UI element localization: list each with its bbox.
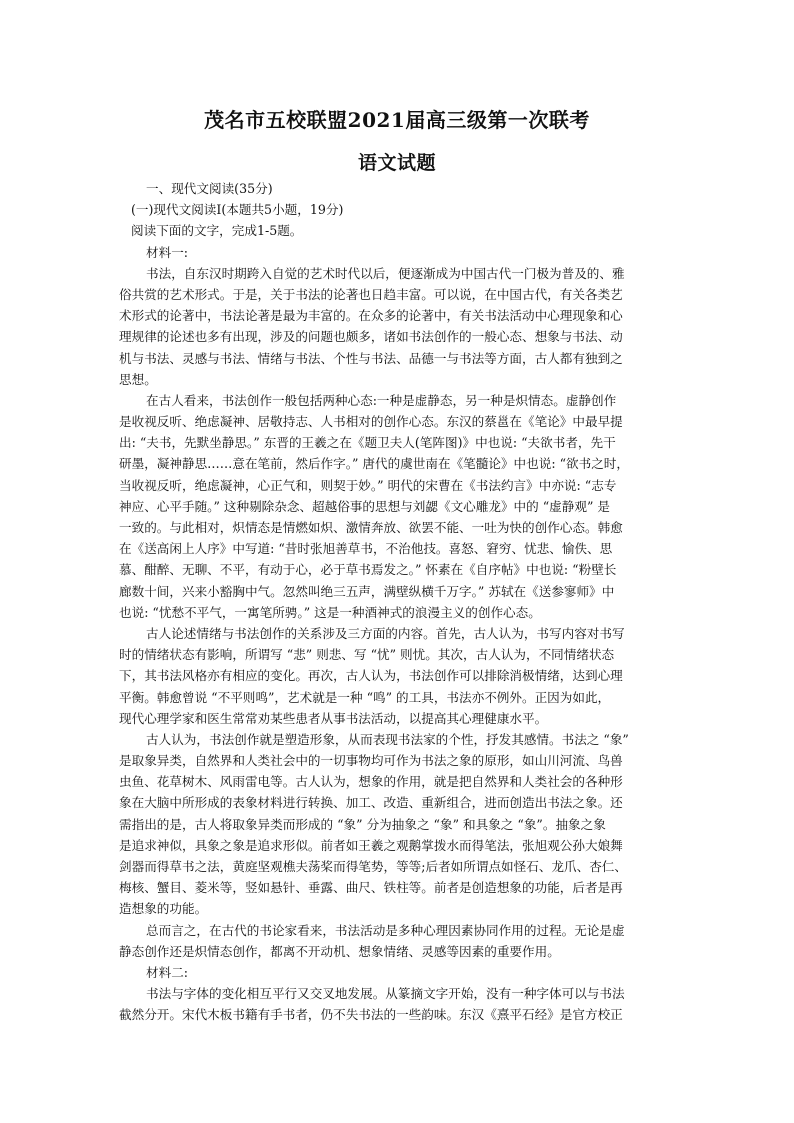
text-line: 书法，自东汉时期跨入自觉的艺术时代以后，便逐渐成为中国古代一门极为普及的、雅 — [146, 265, 625, 281]
text-line: 也说: “忧愁不平气，一寓笔所骋。” 这是一种酒神式的浪漫主义的创作心态。 — [119, 604, 541, 620]
text-line: 书法与字体的变化相互平行又交叉地发展。从篆摘文字开始，没有一种字体可以与书法 — [146, 986, 625, 1002]
text-line: 古人论述情绪与书法创作的关系涉及三方面的内容。首先，古人认为，书写内容对书写 — [146, 625, 625, 641]
text-line: 是追求神似，具象之象是追求形似。前者如王羲之观鹅掌拨水而得笔法，张旭观公孙大娘舞 — [119, 837, 623, 853]
text-line: 神应、心平手随。” 这种剔除杂念、超越俗事的思想与刘勰《文心雕龙》中的 “虚静观” 是 — [119, 498, 610, 514]
document-title: 茂名市五校联盟2021届高三级第一次联考 — [204, 108, 590, 132]
text-line: 象在大脑中所形成的表象材料进行转换、加工、改造、重新组合，进而创造出书法之象。还 — [119, 795, 623, 811]
text-line: 需指出的是，古人将取象异类而形成的 “象” 分为抽象之 “象” 和具象之 “象”。抽象之象 — [119, 816, 606, 832]
text-line: 时的情绪状态有影响，所谓写 “悲” 则悲、写 “忧” 则忧。其次，古人认为，不同情绪状态 — [119, 647, 615, 663]
text-line: 梅核、蟹目、菱米等，竖如悬针、垂露、曲尺、铁柱等。前者是创造想象的功能，后者是再 — [119, 880, 623, 896]
text-line: 俗共赏的艺术形式。于是，关于书法的论著也日趋丰富。可以说，在中国古代，有关各类艺 — [119, 286, 623, 302]
text-line: 一、现代文阅读(35分) — [146, 181, 273, 196]
text-line: 在《送高闲上人序》中写道: “昔时张旭善草书，不治他技。喜怒、窘穷、忧悲、愉佚、思 — [119, 541, 613, 557]
text-line: (一)现代文阅读Ⅰ(本题共5小题，19分) — [131, 202, 344, 218]
text-line: 当收视反听，绝虑凝神，心正气和，则契于妙。” 明代的宋曹在《书法约言》中亦说: “志专 — [119, 477, 617, 493]
text-line: 术形式的论著中，书法论著是最为丰富的。在众多的论著中，有关书法活动中心理现象和心 — [119, 308, 623, 324]
text-line: 廊数十间，兴来小豁胸中气。忽然叫绝三五声，满壁纵横千万字。” 苏轼在《送参寥师》中 — [119, 583, 615, 599]
text-line: 平衡。韩愈曾说 “不平则鸣”，艺术就是一种 “鸣” 的工具，书法亦不例外。正因为如此， — [119, 689, 611, 705]
text-line: 理规律的论述也多有出现，涉及的问题也颇多，诸如书法创作的一般心态、想象与书法、动 — [119, 329, 623, 345]
text-line: 材料一: — [146, 244, 189, 260]
text-line: 截然分开。宋代木板书籍有手书者，仍不失书法的一些韵味。东汉《熹平石经》是官方校正 — [119, 1007, 623, 1023]
text-line: 在古人看来，书法创作一般包括两种心态:一种是虚静态，另一种是炽情态。虚静创作 — [146, 392, 617, 408]
text-line: 机与书法、灵感与书法、情绪与书法、个性与书法、品德一与书法等方面，古人都有独到之 — [119, 350, 623, 366]
text-line: 研墨，凝神静思……意在笔前，然后作字。” 唐代的虞世南在《笔髓论》中也说: “欲书之时， — [119, 456, 629, 472]
document-body — [119, 178, 674, 1026]
text-line: 是取象异类，自然界和人类社会中的一切事物均可作为书法之象的原形，如山川河流、鸟兽 — [119, 753, 623, 769]
document-subtitle: 语文试题 — [357, 152, 436, 174]
text-line: 思想。 — [119, 371, 157, 387]
text-line: 出: “夫书，先默坐静思。” 东晋的王羲之在《题卫夫人(笔阵图)》中也说: “夫欲书者，先干 — [119, 435, 616, 451]
text-line: 造想象的功能。 — [119, 901, 208, 917]
text-line: 材料二: — [146, 964, 189, 980]
text-line: 静态创作还是炽情态创作，都离不开动机、想象情绪、灵感等因素的重要作用。 — [119, 943, 560, 959]
text-line: 下，其书法风格亦有相应的变化。再次，古人认为，书法创作可以排除消极情绪，达到心理 — [119, 668, 623, 684]
text-line: 古人认为，书法创作就是塑造形象，从而表现书法家的个性，抒发其感情。书法之 “象” — [146, 731, 629, 747]
text-line: 总而言之，在古代的书论家看来，书法活动是多种心理因素协同作用的过程。无论是虚 — [146, 922, 625, 938]
text-line: 是收视反听、绝虑凝神、居敬持志、人书相对的创作心态。东汉的蔡邕在《笔论》中最早提 — [119, 414, 623, 430]
text-line: 一致的。与此相对，炽情态是情燃如炽、激情奔放、欲罢不能、一吐为快的创作心态。韩愈 — [119, 520, 623, 535]
text-line: 剑器而得草书之法，黄庭坚观樵夫荡桨而得笔势，等等;后者如所谓点如怪石、龙爪、杏仁、 — [119, 859, 627, 874]
text-line: 慕、酣醉、无聊、不平，有动于心，必于草书焉发之。” 怀素在《自序帖》中也说: “粉壁长 — [119, 562, 617, 578]
text-line: 现代心理学家和医生常常劝某些患者从事书法活动，以提高其心理健康水平。 — [119, 710, 548, 726]
text-line: 虫鱼、花草树木、风雨雷电等。古人认为，想象的作用，就是把自然界和人类社会的各种形 — [119, 774, 623, 790]
text-line: 阅读下面的文字，完成1-5题。 — [131, 223, 303, 239]
